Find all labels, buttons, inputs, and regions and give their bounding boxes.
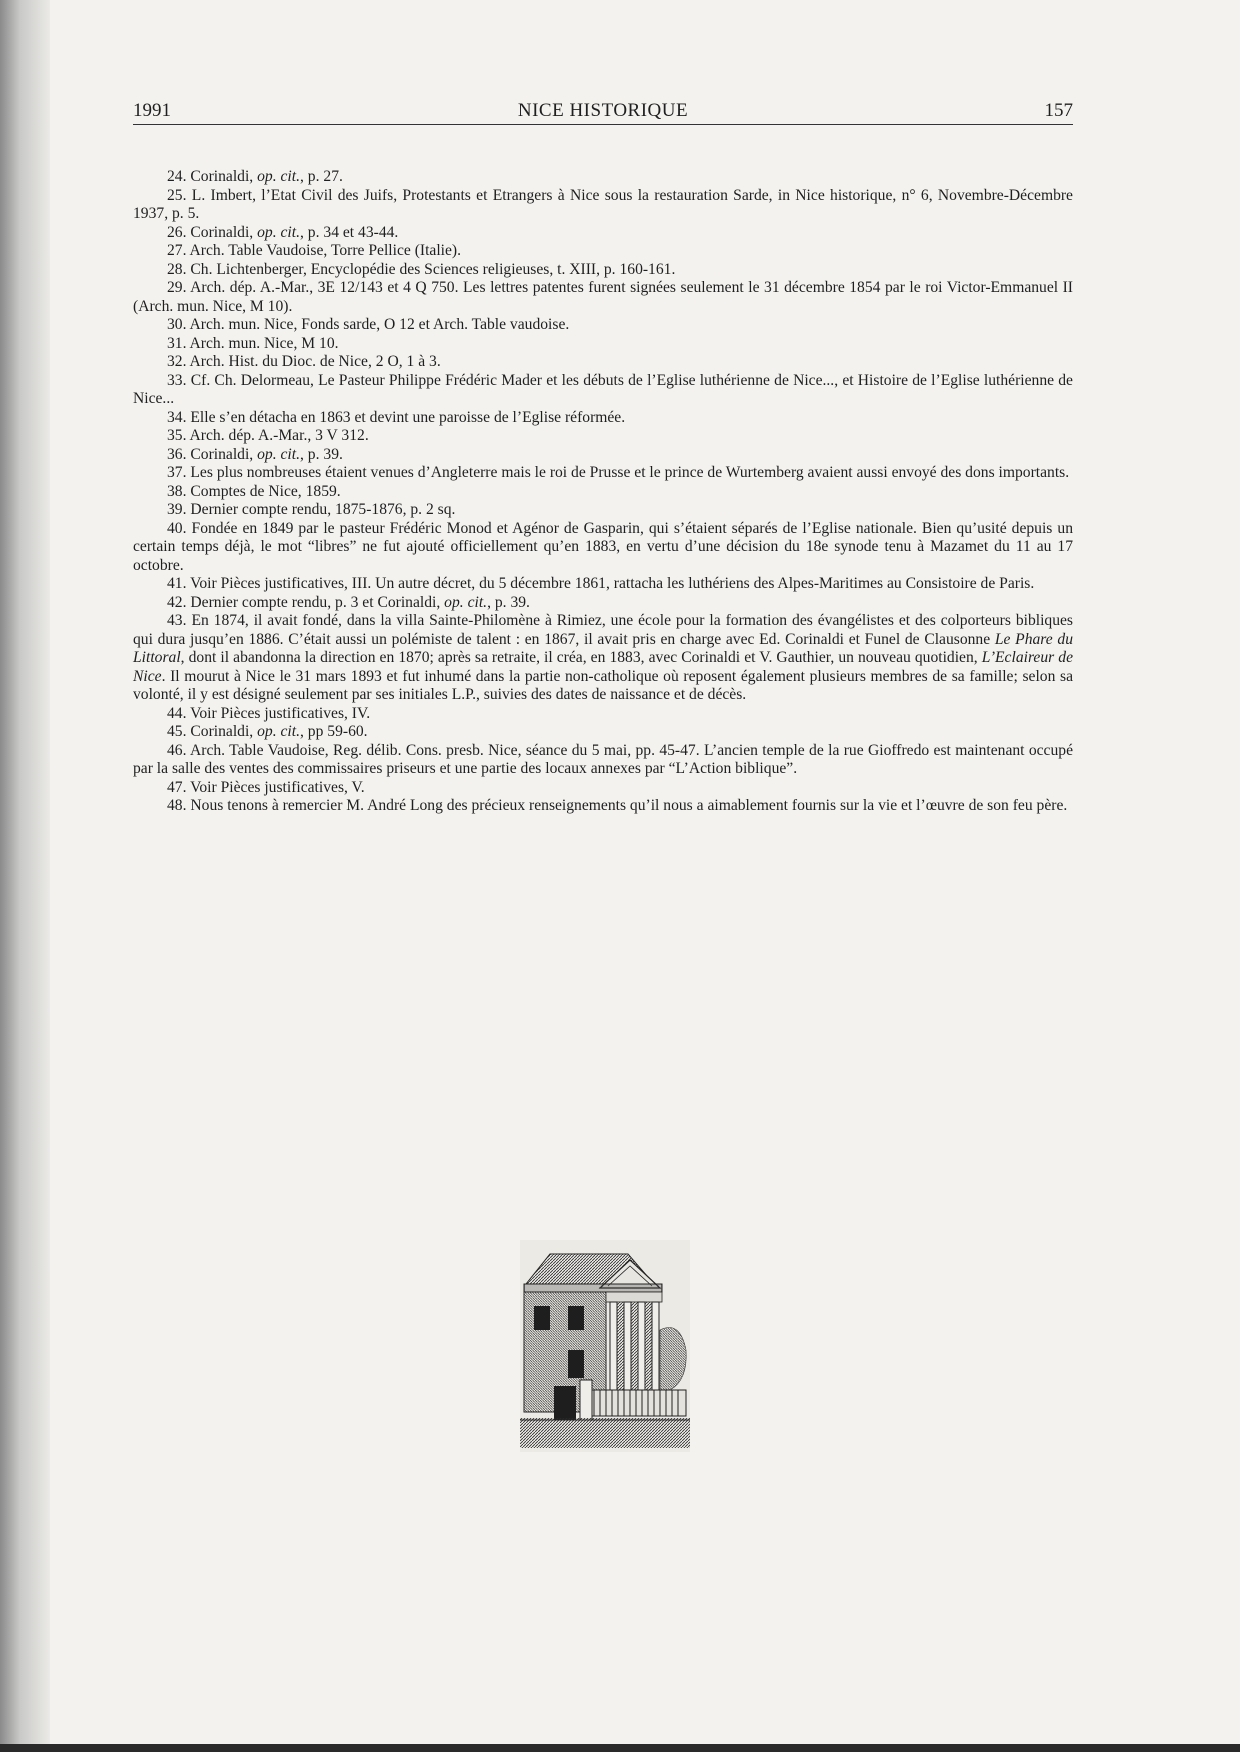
endnote-number: 25. [167,186,187,204]
endnote-text: . Il mourut à Nice le 31 mars 1893 et fut inhumé dans la partie non-catholique où reposent également plusieurs membres de sa famille; selon sa volonté, il y est désigné seulement par ses initiales L.P., suivies des dates de naissance et de décès. [133,667,1073,703]
endnote-number: 30. [167,316,187,333]
endnote [133,261,1073,280]
endnote [133,187,1073,224]
endnote-text: Arch. Hist. du Dioc. de Nice, 2 O, 1 à 3. [189,353,441,370]
header-title: NICE HISTORIQUE [517,100,689,121]
endnotes-list [133,168,1073,816]
endnote [133,409,1073,428]
endnote-text: Dernier compte rendu, 1875-1876, p. 2 sq. [190,501,456,518]
endnote-italic-text: op. cit. [257,223,300,241]
running-header [133,98,1073,125]
endnote-text: Nous tenons à remercier M. André Long des précieux renseignements qu’il nous a aimablement fournis sur la vie et l’œuvre de son feu père. [190,797,1068,814]
endnote-number: 35. [167,427,187,444]
endnote-text: , p. 39. [300,445,343,463]
endnote [133,224,1073,243]
binding-gutter-shadow [0,0,50,1752]
endnote [133,372,1073,409]
endnote-number: 33. [167,371,187,389]
endnote-number: 36. [167,445,187,463]
endnote-text: Comptes de Nice, 1859. [190,482,341,500]
endnote-number: 44. [167,704,187,722]
scan-bottom-edge [0,1744,1240,1752]
endnote-text: , p. 34 et 43-44. [300,223,399,241]
endnote-number: 40. [167,519,187,537]
endnote-number: 45. [167,723,187,740]
endnote [133,779,1073,798]
temple-engraving-icon [520,1240,690,1452]
endnote-text: Fondée en 1849 par le pasteur Frédéric Monod et Agénor de Gasparin, qui s’étaient séparés de l’Eglise nationale. Bien qu’usité depuis un certain temps déjà, le mot “libres” ne fut ajouté officiellement qu’en 1883, en vertu d’une décision du 18e synode tenu à Mazamet du 11 au 17 octobre. [133,519,1073,574]
endnote-number: 26. [167,223,187,241]
endnote-text: Arch. dép. A.-Mar., 3E 12/143 et 4 Q 750. Les lettres patentes furent signées seulement le 31 décembre 1854 par le roi Victor-Emmanuel II (Arch. mun. Nice, M 10). [133,279,1073,315]
endnote [133,742,1073,779]
endnote-text: L. Imbert, l’Etat Civil des Juifs, Protestants et Etrangers à Nice sous la restauration Sarde, in Nice historique, n° 6, Novembre-Décembre 1937, p. 5. [133,186,1073,222]
endnote [133,723,1073,742]
endnote-text: Voir Pièces justificatives, IV. [190,704,371,722]
endnote-text: Arch. mun. Nice, Fonds sarde, O 12 et Arch. Table vaudoise. [189,316,570,333]
endnote-number: 39. [167,501,187,518]
endnote-text: Voir Pièces justificatives, V. [190,778,365,796]
endnote-text: Arch. Table Vaudoise, Reg. délib. Cons. presb. Nice, séance du 5 mai, pp. 45-47. L’ancien temple de la rue Gioffredo est maintenant occupé par la salle des ventes des commissaires priseurs et une partie des locaux annexes par “L’Action biblique”. [133,741,1073,777]
endnote-number: 43. [167,612,187,629]
endnote-text: Corinaldi, [190,723,258,740]
endnote-italic-text: Le Phare du Littoral [133,630,1073,666]
endnote [133,353,1073,372]
endnote-text: Les plus nombreuses étaient venues d’Angleterre mais le roi de Prusse et le prince de Wurtemberg avaient aussi envoyé des dons importants. [190,464,1070,481]
endnote-number: 29. [167,279,187,296]
endnote-text: En 1874, il avait fondé, dans la villa Sainte-Philomène à Rimiez, une école pour la formation des évangélistes et des colporteurs bibliques qui dura jusqu’en 1886. C’était aussi un polémiste de talent : en 1867, il avait pris en charge avec Ed. Corinaldi et Funel de Clausonne [133,612,1073,648]
endnote-text: Corinaldi, [190,445,258,463]
endnote-number: 47. [167,778,187,796]
endnote [133,612,1073,705]
endnote-text: , pp 59-60. [300,723,368,740]
endnote-text: Corinaldi, [190,168,258,185]
endnote-text: Arch. Table Vaudoise, Torre Pellice (Italie). [189,242,462,259]
endnote-text: Arch. mun. Nice, M 10. [189,334,339,352]
endnote [133,316,1073,335]
endnote [133,575,1073,594]
endnote [133,705,1073,724]
endnote-number: 42. [167,593,187,611]
endnote-text: Arch. dép. A.-Mar., 3 V 312. [189,427,369,444]
endnote-text: Dernier compte rendu, p. 3 et Corinaldi, [190,593,445,611]
endnote-italic-text: op. cit. [257,168,300,185]
endnote [133,446,1073,465]
header-year: 1991 [133,100,171,121]
endnote [133,464,1073,483]
endnote-text: Corinaldi, [190,223,258,241]
endnote-text: Cf. Ch. Delormeau, Le Pasteur Philippe Frédéric Mader et les débuts de l’Eglise luthérienne de Nice..., et Histoire de l’Eglise luthérienne de Nice... [133,371,1073,407]
endnote-text: , p. 39. [487,593,530,611]
temple-engraving-drawing [520,1240,690,1452]
endnote-number: 34. [167,408,187,426]
endnote-italic-text: op. cit. [444,593,488,611]
endnote [133,335,1073,354]
endnote-number: 28. [167,260,187,278]
endnote-number: 27. [167,242,187,259]
endnote [133,242,1073,261]
endnote [133,594,1073,613]
endnote [133,797,1073,816]
endnote [133,501,1073,520]
endnote-text: , dont il abandonna la direction en 1870; après sa retraite, il créa, en 1883, avec Corinaldi et V. Gauthier, un nouveau quotidien, [180,649,982,666]
page-number: 157 [1044,100,1073,121]
endnote [133,168,1073,187]
endnote [133,427,1073,446]
endnote-text: , p. 27. [300,168,343,185]
endnote-number: 46. [167,741,187,759]
endnote-text: Voir Pièces justificatives, III. Un autre décret, du 5 décembre 1861, rattacha les luthériens des Alpes-Maritimes au Consistoire de Paris. [190,575,1035,592]
endnote-italic-text: op. cit. [257,445,300,463]
endnote-text: Ch. Lichtenberger, Encyclopédie des Sciences religieuses, t. XIII, p. 160-161. [190,260,676,278]
endnote [133,483,1073,502]
endnote-number: 32. [167,353,187,370]
endnote-number: 37. [167,464,187,481]
endnote-number: 38. [167,482,187,500]
endnote-number: 41. [167,575,187,592]
endnote-number: 31. [167,334,187,352]
endnote-number: 48. [167,797,187,814]
endnote-number: 24. [167,168,187,185]
endnote [133,279,1073,316]
endnote-italic-text: op. cit. [257,723,300,740]
endnote [133,520,1073,576]
endnote-italic-text: L’Eclaireur de Nice [133,649,1074,685]
endnote-text: Elle s’en détacha en 1863 et devint une paroisse de l’Eglise réformée. [190,408,626,426]
